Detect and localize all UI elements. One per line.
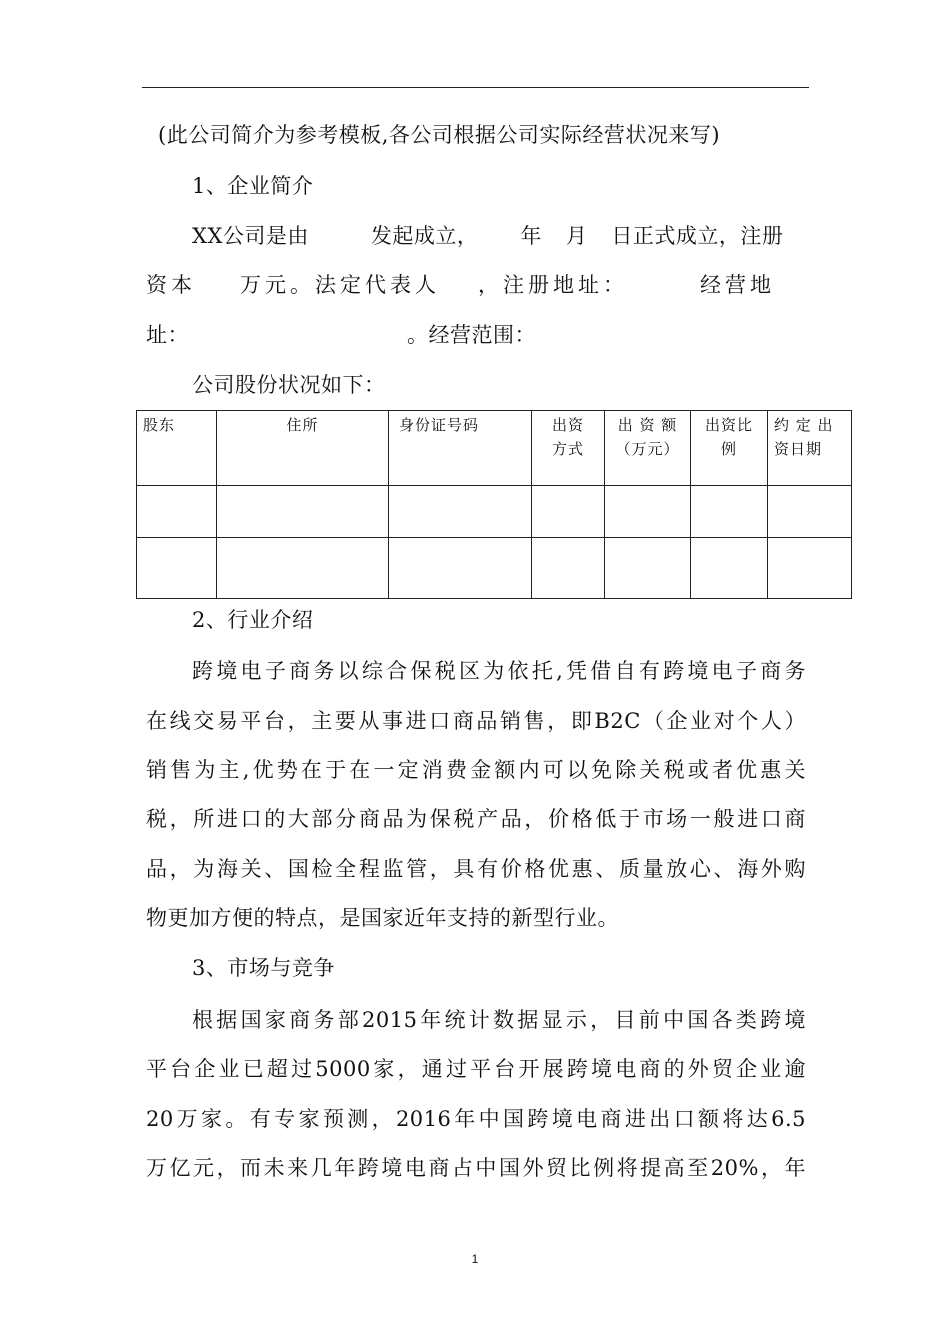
table-cell [768,486,852,538]
table-cell [217,538,389,599]
table-cell [691,486,768,538]
intro-text: 月 [565,224,588,248]
table-header-cell: 出资比 例 [691,411,768,486]
table-header-cell: 出资 方式 [532,411,605,486]
table-header-cell: 出 资 额 （万元） [605,411,691,486]
paragraph-line: 跨境电子商务以综合保税区为依托,凭借自有跨境电子商务 [192,659,806,683]
table-cell [532,486,605,538]
shareholder-table [136,410,852,599]
intro-text: 万元。法定代表人 [240,273,440,297]
table-cell [389,486,532,538]
intro-text: 年 [520,224,542,248]
table-cell [605,486,691,538]
intro-text: 。经营范围： [407,323,536,347]
table-cell [532,538,605,599]
table-row [137,538,852,599]
intro-line-3 [146,322,806,348]
template-note: (此公司简介为参考模板,各公司根据公司实际经营状况来写) [158,123,721,147]
shares-caption: 公司股份状况如下： [192,373,386,397]
page-number: 1 [471,1252,479,1266]
table-cell [389,538,532,599]
table-header-cell: 股东 [137,411,217,486]
paragraph-line: 平台企业已超过5000家，通过平台开展跨境电商的外贸企业逾 [146,1057,806,1081]
paragraph-line: 税，所进口的大部分商品为保税产品，价格低于市场一般进口商 [146,807,806,831]
paragraph-line: 万亿元，而未来几年跨境电商占中国外贸比例将提高至20%，年 [146,1156,806,1180]
table-cell [768,538,852,599]
intro-text: 日正式成立，注册 [611,224,784,248]
paragraph-line: 根据国家商务部2015年统计数据显示，目前中国各类跨境 [192,1008,806,1032]
intro-text: ，注册地址： [478,273,628,297]
intro-text: XX公司是由 [192,224,309,248]
paragraph-line: 销售为主,优势在于在一定消费金额内可以免除关税或者优惠关 [146,758,806,782]
table-cell [691,538,768,599]
table-header-cell: 身份证号码 [389,411,532,486]
intro-text: 址： [146,323,189,347]
intro-line-1 [192,223,806,249]
intro-line-2 [146,272,806,298]
table-header-cell: 约 定 出 资日期 [768,411,852,486]
table-header-row [137,411,852,486]
paragraph-line: 物更加方便的特点，是国家近年支持的新型行业。 [146,906,619,930]
intro-text: 发起成立， [370,224,479,248]
table-row [137,486,852,538]
table-header-cell: 住所 [217,411,389,486]
header-rule [142,87,809,88]
intro-text: 经营地 [700,273,775,297]
paragraph-line: 在线交易平台，主要从事进口商品销售，即B2C（企业对个人） [146,709,806,733]
table-cell [137,538,217,599]
table-cell [217,486,389,538]
paragraph-line: 品，为海关、国检全程监管，具有价格优惠、质量放心、海外购 [146,857,806,881]
table-cell [605,538,691,599]
paragraph-line: 20万家。有专家预测，2016年中国跨境电商进出口额将达6.5 [146,1107,806,1131]
intro-text: 资本 [146,273,196,297]
section-1-heading: 1、企业简介 [192,174,314,198]
section-3-heading: 3、市场与竞争 [192,956,335,980]
section-2-heading: 2、行业介绍 [192,608,314,632]
table-cell [137,486,217,538]
